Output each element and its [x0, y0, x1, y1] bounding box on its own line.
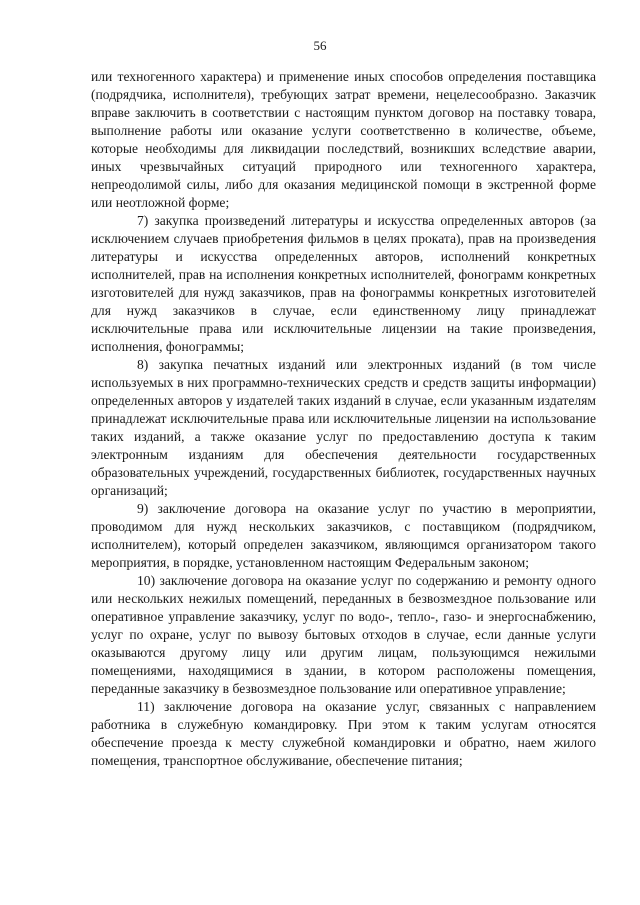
paragraph-item-7: 7) закупка произведений литературы и искусства определенных авторов (за исключением случаев приобретения фильмов в целях проката), прав на произведения литературы и искусства определенных авторов, исполнений конкретных исполнителей, прав на исполнения конкретных исполнителей, фонограмм конкретных изготовителей для нужд заказчиков, прав на фонограммы конкретных изготовителей для нужд заказчиков в случае, если единственному лицу принадлежат исключительные права или исключительные лицензии на такие произведения, исполнения, фонограммы;: [91, 213, 596, 354]
document-body: [91, 68, 596, 770]
paragraph-continuation: или техногенного характера) и применение иных способов определения поставщика (подрядчика, исполнителя), требующих затрат времени, нецелесообразно. Заказчик вправе заключить в соответствии с настоящим пунктом договор на поставку товара, выполнение работы или оказание услуги соответственно в количестве, объеме, которые необходимы для ликвидации последствий, возникших вследствие аварии, иных чрезвычайных ситуаций природного или техногенного характера, непреодолимой силы, либо для оказания медицинской помощи в экстренной форме или неотложной форме;: [91, 69, 596, 210]
paragraph-item-9: 9) заключение договора на оказание услуг по участию в мероприятии, проводимом для нужд нескольких заказчиков, с поставщиком (подрядчиком, исполнителем), который определен заказчиком, являющимся организатором такого мероприятия, в порядке, установленном настоящим Федеральным законом;: [91, 501, 596, 570]
paragraph-item-11: 11) заключение договора на оказание услуг, связанных с направлением работника в служебную командировку. При этом к таким услугам относятся обеспечение проезда к месту служебной командировки и обратно, наем жилого помещения, транспортное обслуживание, обеспечение питания;: [91, 699, 596, 768]
paragraph-item-10: 10) заключение договора на оказание услуг по содержанию и ремонту одного или нескольких нежилых помещений, переданных в безвозмездное пользование или оперативное управление заказчику, услуг по водо-, тепло-, газо- и энергоснабжению, услуг по охране, услуг по вывозу бытовых отходов в случае, если данные услуги оказываются другому лицу или другим лицам, пользующимся нежилыми помещениями, находящимися в здании, в котором расположены помещения, переданные заказчику в безвозмездное пользование или оперативное управление;: [91, 573, 596, 696]
page-number: 56: [313, 38, 327, 53]
paragraph-item-8: 8) закупка печатных изданий или электронных изданий (в том числе используемых в них программно-технических средств и средств защиты информации) определенных авторов у издателей таких изданий в случае, если указанным издателям принадлежат исключительные права или исключительные лицензии на использование таких изданий, а также оказание услуг по предоставлению доступа к таким электронным изданиям для обеспечения деятельности государственных образовательных учреждений, государственных библиотек, государственных научных организаций;: [91, 357, 596, 498]
